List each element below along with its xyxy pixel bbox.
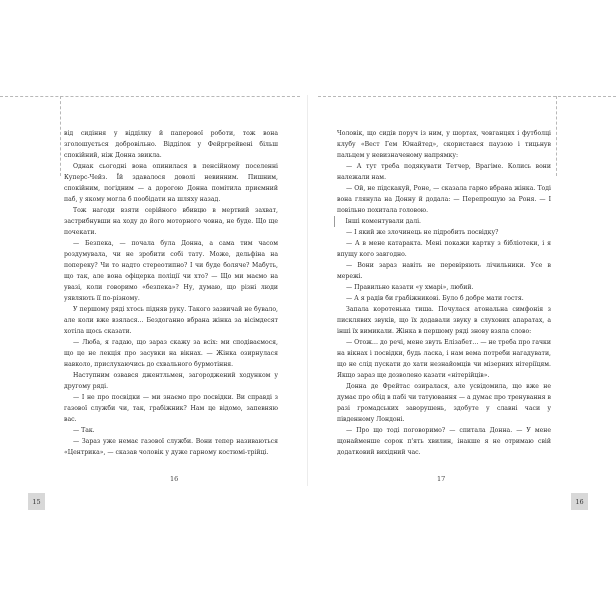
paragraph: — Отож… до речі, мене звуть Елізабет… — не треба про гачки на вікнах і посвідки, будь ласка, і нам вема потреби нагадувати, що не слід пускати до хати незнайомців чи мізерних нітеріїцям. Якщо зараз ще дозволено казати «нітерійців». [337,339,551,379]
paragraph: — Вони зараз навіть не перевіряють лічильники. Усе в мережі. [337,262,551,280]
paragraph: — А в мене катаракта. Мені покажи картку з бібліотеки, і я впущу кого завгодно. [337,240,551,258]
paragraph: — Правильно казати «у хмарі», любий. [346,284,474,291]
paragraph: Тож нагоди взяти серійного вбивцю в мертвий захват, застрибнувши на ходу до його моторного човна, не буде. Що ще почекати. [64,207,278,236]
paragraph: Інші коментували далі. [334,216,552,227]
paragraph: — Люба, я гадаю, що зараз скажу за всіх: ми сподіваємося, що це не лекція про засувки на вікнах. — Жінка озирнулася навколо, прислухаючись до схвального бурмотіння. [64,339,278,368]
paragraph: Донна де Фрейтас озиралася, але усвідомила, що вже не думає про обід в пабі чи татуювання — а думає про тренування в разі громадських заворушень, здобуте у славні часи у південному Лондоні. [337,383,551,423]
paragraph: Чоловік, що сидів поруч із ним, у шортах, човганцях і футболці клубу «Вест Гем Юнайтед», скористався паузою і тицьнув пальцем у невизначеному напрямку: [337,130,551,159]
left-thumb-tab: 15 [28,493,45,510]
right-page-number: 17 [437,475,446,483]
paragraph: — Зараз уже немає газової служби. Вони тепер називаються «Центрика», — сказав чоловік у дуже гарному костюмі-трійці. [64,438,278,456]
left-dashed-guide [60,96,61,176]
paragraph: Запала коротенька тиша. Почулася атональна симфонія з писклявих звуків, що їх додавали звуку в слухових апаратах, а інші їх вимикали. Жінка в першому ряді знову взяла слово: [337,306,551,335]
top-dashed-guide-left [0,96,300,97]
paragraph: — Ой, не підскакуй, Роне, — сказала гарно вбрана жінка. Тоді вона глянула на Донну й додала: — Перепрошую за Роня. — І повільно похитала головою. [337,185,551,214]
paragraph: — А я радів би грабіжникові. Було б добре мати гостя. [346,295,524,302]
right-page-text [337,128,551,458]
paragraph: Наступним озвався джентльмен, загороджений ходунком у другому ряді. [64,372,278,390]
paragraph: У першому ряді хтось підняв руку. Такого зазвичай не бувало, але коли вже взялася… Бездоганно вбрана жінка за вісімдесят хотіла щось сказати. [64,306,278,335]
right-thumb-tab: 16 [571,493,588,510]
paragraph: — І який же злочинець не підробить посвідку? [346,229,499,236]
left-page-number: 16 [170,475,179,483]
paragraph: від сидіння у відділку й паперової роботи, тож вона зголошується добровільно. Відділок у Фейргрейвені більш спокійний, ніж Донна звикла. [64,130,278,159]
paragraph: Однак сьогодні вона опинилася в пенсійному поселенні Куперс-Чейз. Їй здавалося доволі невинним. Пишним, спокійним, погідним — а дорогою Донна помітила приємний паб, у якому могла б пообідати на шляху назад. [64,163,278,203]
paragraph: — Про що тоді поговоримо? — спитала Донна. — У мене щонайменше сорок п'ять хвилин, інакше я не отримаю свій додатковий вихідний час. [337,427,551,456]
book-gutter [307,95,308,486]
left-page-text [64,128,278,458]
paragraph: — Безпека, — почала була Донна, а сама тим часом роздумувала, чи не зробити собі тату. Може, дельфіна на поперекy? Чи то надто стереотипно? І чи буде боляче? Мабуть, що так, але вона офіцерка поліції чи хто? — Що ми маємо на увазі, коли говоримо «безпека»? Ну, думаю, що різні люди уявляють її по-різному. [64,240,278,302]
paragraph: — І не про посвідки — ми знаємо про посвідки. Ви справді з газової служби чи, так, грабіжник? Нам це відомо, запевняю вас. [64,394,278,423]
right-dashed-guide [556,96,557,176]
paragraph: — А тут треба подякувати Тетчер, Врагіме. Колись вони належали нам. [337,163,551,181]
top-dashed-guide-right [318,96,616,97]
paragraph: — Так. [73,427,95,434]
